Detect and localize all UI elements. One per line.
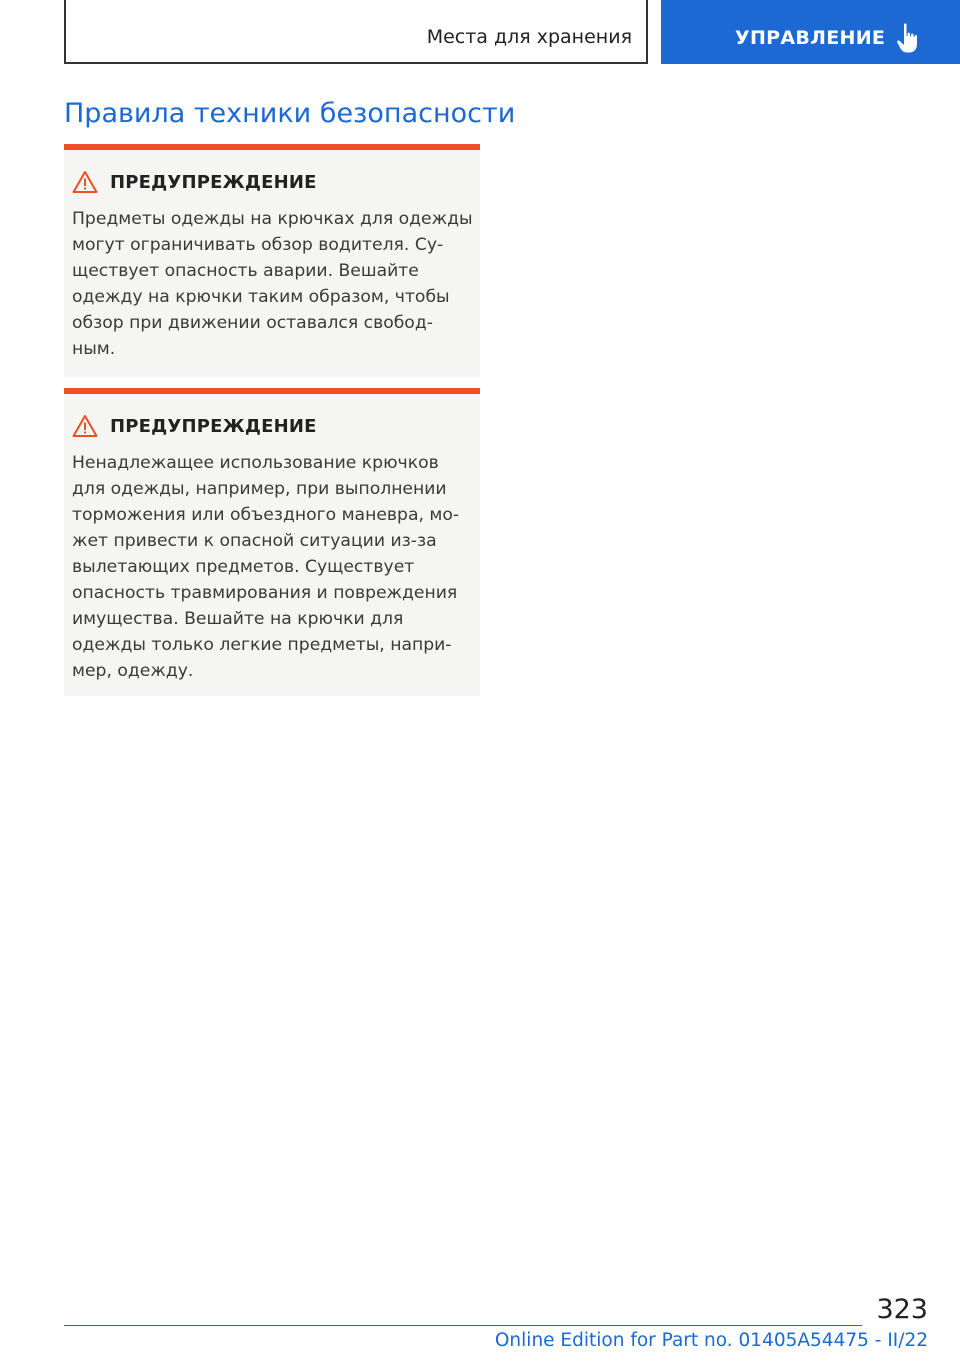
warning-box [64, 388, 480, 696]
warning-text: Ненадлежащее использование крючков для одежды, например, при выполнении торможения или объездного маневра, мо-жет привести к опасной ситуации из-за вылетающих предметов. Существует опасность травмирования и повреждения имущества. Вешайте на крючки для одежды только легкие предметы, напри-мер, одежду. [72, 453, 460, 681]
warning-label: ПРЕДУПРЕЖДЕНИЕ [110, 415, 317, 437]
warning-box [64, 144, 480, 377]
warning-triangle-icon [72, 170, 98, 194]
header-chapter-tab[interactable] [661, 0, 960, 64]
footer-divider [64, 1325, 862, 1326]
warning-label: ПРЕДУПРЕЖДЕНИЕ [110, 171, 317, 193]
warning-triangle-icon [72, 414, 98, 438]
hand-pointer-icon [895, 22, 921, 54]
footer-edition-link[interactable]: Online Edition for Part no. 01405A54475 - II/22 [494, 1330, 928, 1351]
header-section-tab [64, 0, 648, 64]
warning-text: Предметы одежды на крючках для одежды могут ограничивать обзор водителя. Су-ществует опасность аварии. Вешайте одежду на крючки таким образом, чтобы обзор при движении оставался свобод-ным. [72, 209, 473, 359]
page-title: Правила техники безопасности [64, 98, 516, 129]
section-label: Места для хранения [426, 26, 632, 48]
chapter-label: УПРАВЛЕНИЕ [735, 27, 886, 49]
page-number: 323 [876, 1294, 928, 1325]
